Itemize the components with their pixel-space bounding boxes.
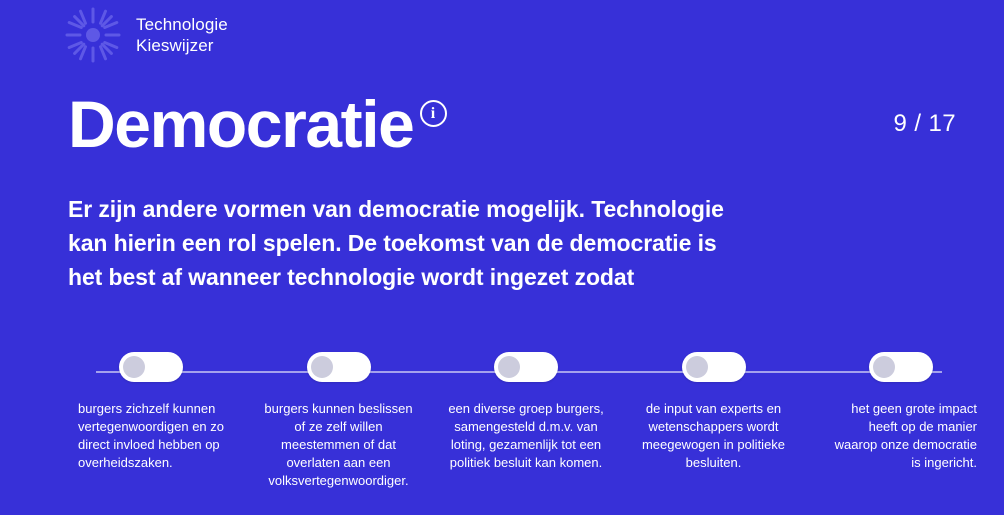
- question-counter: 9 / 17: [893, 110, 956, 137]
- title-wrap: [68, 86, 447, 162]
- slider-option-label-3: een diverse groep burgers, samengesteld d.m.v. van loting, gezamenlijk tot een politiek besluit kan komen.: [448, 401, 604, 470]
- slider-option-2[interactable]: [246, 352, 432, 490]
- slider-option-4[interactable]: [621, 352, 807, 472]
- slider-option-label-2: burgers kunnen beslissen of ze zelf willen meestemmen of dat overlaten aan een volksvertegenwoordiger.: [264, 401, 413, 488]
- toggle-switch-5[interactable]: [869, 352, 933, 382]
- slider-option-label-4: de input van experts en wetenschappers wordt meegewogen in politieke besluiten.: [641, 401, 786, 470]
- slider-option-1[interactable]: [58, 352, 244, 472]
- slider-stops: [58, 352, 994, 490]
- brand-name: [136, 14, 228, 57]
- brand-name-line2: Kieswijzer: [136, 36, 214, 55]
- statement-text: Er zijn andere vormen van democratie mogelijk. Technologie kan hierin een rol spelen. De toekomst van de democratie is het best af wanneer technologie wordt ingezet zodat: [68, 196, 724, 290]
- toggle-switch-1[interactable]: [119, 352, 183, 382]
- toggle-knob-4: [686, 356, 708, 378]
- sunburst-logo-icon: [64, 6, 122, 64]
- title-row: [68, 86, 956, 162]
- brand-name-line1: Technologie: [136, 14, 228, 34]
- slider-option-3[interactable]: [433, 352, 619, 472]
- toggle-switch-3[interactable]: [494, 352, 558, 382]
- slider-option-label-1: burgers zichzelf kunnen vertegenwoordigen en zo direct invloed hebben op overheidszaken.: [78, 401, 224, 470]
- toggle-knob-1: [123, 356, 145, 378]
- toggle-switch-2[interactable]: [307, 352, 371, 382]
- slider-option-5[interactable]: [808, 352, 994, 472]
- page-title: Democratie: [68, 87, 414, 161]
- toggle-switch-4[interactable]: [682, 352, 746, 382]
- answer-slider[interactable]: [58, 352, 994, 490]
- toggle-knob-5: [873, 356, 895, 378]
- toggle-knob-2: [311, 356, 333, 378]
- slider-option-label-5: het geen grote impact heeft op de manier waarop onze democratie is ingericht.: [834, 401, 977, 470]
- brand-logo[interactable]: [64, 6, 228, 64]
- toggle-knob-3: [498, 356, 520, 378]
- info-icon[interactable]: i: [420, 100, 447, 127]
